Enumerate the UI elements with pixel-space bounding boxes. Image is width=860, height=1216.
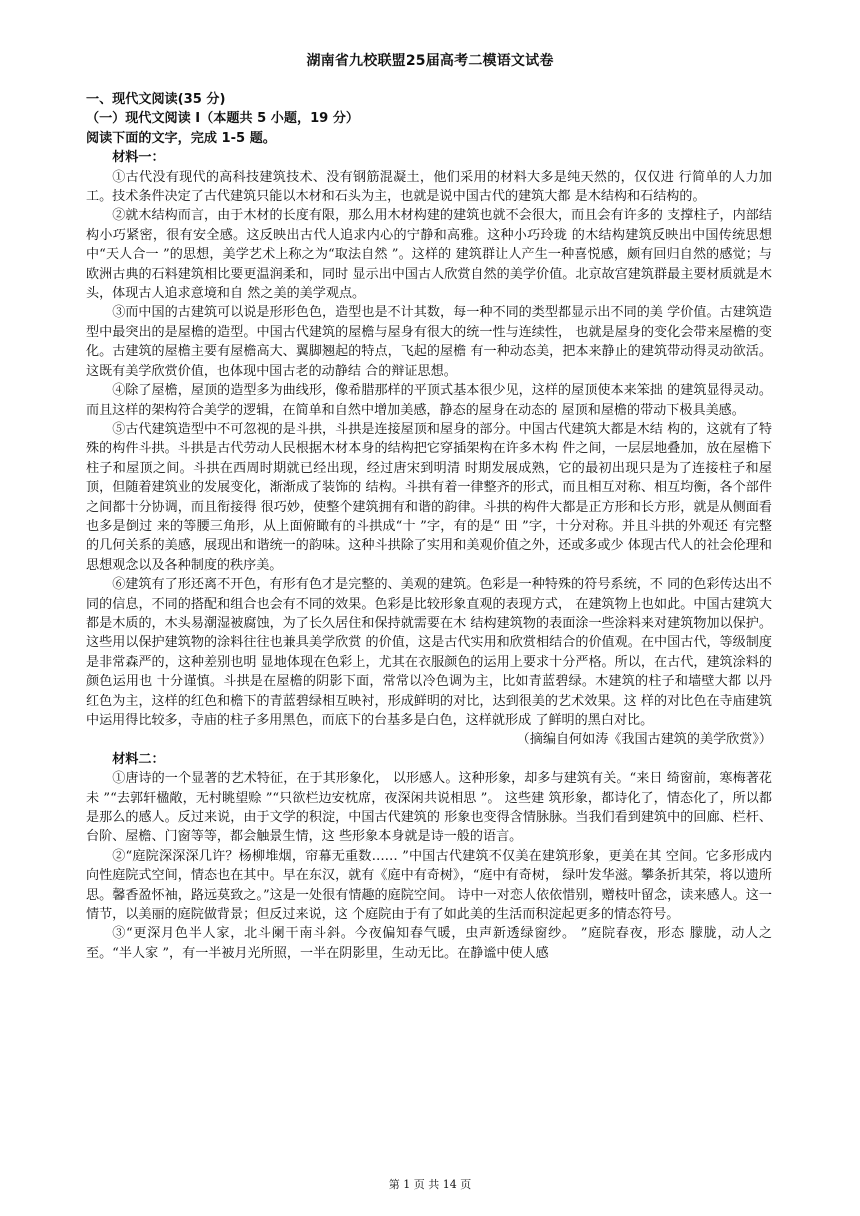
document-body	[86, 90, 772, 963]
exam-title: 湖南省九校联盟25届高考二模语文试卷	[306, 53, 554, 69]
material-2-paragraph: ③“更深月色半人家，北斗阑干南斗斜。今夜偏知春气暖，虫声新透绿窗纱。 ”庭院春夜，形态 朦胧，动人之至。“半人家 ”，有一半被月光所照，一半在阴影里，生动无比。在静谧中使人感	[86, 926, 772, 961]
material-1-paragraph: ⑥建筑有了形还离不开色，有形有色才是完整的、美观的建筑。色彩是一种特殊的符号系统，不 同的色彩传达出不同的信息，不同的搭配和组合也会有不同的效果。色彩是比较形象直观的表现方式， 在建筑物上也如此。中国古建筑大都是木质的，木头易潮湿被腐蚀，为了长久居住和保持就需要在木 结构建筑物的表面涂一些涂料来对建筑物加以保护。这些用以保护建筑物的涂料往往也兼具美学欣赏 的价值，这是古代实用和欣赏相结合的价值观。在中国古代，等级制度是非常森严的，这种差别也明 显地体现在色彩上，尤其在衣服颜色的运用上要求十分严格。所以，在古代，建筑涂料的颜色运用也 十分谨慎。斗拱是在屋檐的阴影下面，常常以冷色调为主，比如青蓝碧绿。木建筑的柱子和墙壁大都 以丹红色为主，这样的红色和檐下的青蓝碧绿相互映衬，形成鲜明的对比，达到很美的艺术效果。这 样的对比色在寺庙建筑中运用得比较多，寺庙的柱子多用黑色，而底下的台基多是白色，这样就形成 了鲜明的黑白对比。	[86, 577, 772, 728]
material-1-paragraph: ②就木结构而言，由于木材的长度有限，那么用木材构建的建筑也就不会很大，而且会有许多的 支撑柱子，内部结构小巧紧密，很有安全感。这反映出古代人追求内心的宁静和高雅。这种小巧玲珑 的木结构建筑反映出中国传统思想中“天人合一 ”的思想，美学艺术上称之为“取法自然 ”。这样的 建筑群让人产生一种喜悦感，颇有回归自然的感觉；与欧洲古典的石料建筑相比要更温润柔和，同时 显示出中国古人欣赏自然的美学价值。北京故宫建筑群最主要材质就是木头，体现古人追求意境和自 然之美的美学观点。	[86, 208, 772, 302]
material-1-paragraph: ⑤古代建筑造型中不可忽视的是斗拱，斗拱是连接屋顶和屋身的部分。中国古代建筑大都是木结 构的，这就有了特殊的构件斗拱。斗拱是古代劳动人民根据木材本身的结构把它穿插架构在许多木构 件之间，一层层地叠加，放在屋檐下柱子和屋顶之间。斗拱在西周时期就已经出现，经过唐宋到明清 时期发展成熟，它的最初出现只是为了连接柱子和屋顶，但随着建筑业的发展变化，渐渐成了装饰的 结构。斗拱有着一律整齐的形式，而且相互对称、相互均衡，各个部件之间都十分协调，而且衔接得 很巧妙，使整个建筑拥有和谐的韵律。斗拱的构件大都是正方形和长方形，就是从侧面看也多是倒过 来的等腰三角形，从上面俯瞰有的斗拱成“十 ”字，有的是“ 田 ”字，十分对称。并且斗拱的外观还 有完整的几何关系的美感，展现出和谐统一的韵味。这种斗拱除了实用和美观价值之外，还或多或少 体现古代人的社会伦理和思想观念以及各种制度的秩序美。	[86, 421, 772, 573]
page-footer: 第 1 页 共 14 页	[388, 1178, 472, 1191]
material-1-paragraph: ③而中国的古建筑可以说是形形色色，造型也是不计其数，每一种不同的类型都显示出不同的美 学价值。古建筑造型中最突出的是屋檐的造型。中国古代建筑的屋檐与屋身有很大的统一性与连续性， 也就是屋身的变化会带来屋檐的变化。古建筑的屋檐主要有屋檐高大、翼脚翘起的特点，飞起的屋檐 有一种动态美，把本来静止的建筑带动得灵动欲活。这既有美学欣赏价值，也体现中国古老的动静结 合的辩证思想。	[86, 305, 772, 379]
material-1-paragraph: ④除了屋檐，屋顶的造型多为曲线形，像希腊那样的平顶式基本很少见，这样的屋顶使本来笨拙 的建筑显得灵动。而且这样的架构符合美学的逻辑，在简单和自然中增加美感，静态的屋身在动态的 屋顶和屋檐的带动下极具美感。	[86, 383, 772, 418]
material-2-paragraph: ②“庭院深深深几许？杨柳堆烟，帘幕无重数…… ”中国古代建筑不仅美在建筑形象，更美在其 空间。它多形成内向性庭院式空间，情态也在其中。早在东汉，就有《庭中有奇树》，“庭中有奇树， 绿叶发华滋。攀条折其荣，将以遗所思。馨香盈怀袖，路远莫致之。”这是一处很有情趣的庭院空间。 诗中一对恋人依依惜别，赠枝叶留念，读来感人。这一情节，以美丽的庭院做背景；但反过来说，这 个庭院由于有了如此美的生活而积淀起更多的情态符号。	[86, 848, 772, 923]
material-1-paragraph: ①古代没有现代的高科技建筑技术、没有钢筋混凝土，他们采用的材料大多是纯天然的，仅仅进 行简单的人力加工。技术条件决定了古代建筑只能以木材和石头为主，也就是说中国古代的建筑大都 是木结构和石结构的。	[86, 169, 772, 205]
subsection-heading: （一）现代文阅读 Ⅰ（本题共 5 小题，19 分）	[86, 111, 360, 127]
instruction: 阅读下面的文字，完成 1-5 题。	[86, 130, 276, 146]
material-1-label: 材料一：	[112, 150, 165, 166]
material-1-source: （摘编自何如涛《我国古建筑的美学欣赏》）	[516, 732, 772, 748]
material-2-label: 材料二：	[112, 751, 165, 767]
material-2-paragraph: ①唐诗的一个显著的艺术特征，在于其形象化， 以形感人。这种形象，却多与建筑有关。“来日 绮窗前，寒梅著花未 ”“去郭轩楹敞，无村眺望赊 ”“只欲栏边安枕席，夜深闲共说相思 ”。 这些建 筑形象，都诗化了，情态化了，所以都是那么的感人。反过来说，由于文学的积淀，中国古代建筑的 形象也变得含情脉脉。当我们看到建筑中的回廊、栏杆、台阶、屋檐、门窗等等，都会触景生情，这 些形象本身就是诗一般的语言。	[86, 771, 772, 845]
section-heading: 一、现代文阅读(35 分)	[86, 92, 226, 107]
